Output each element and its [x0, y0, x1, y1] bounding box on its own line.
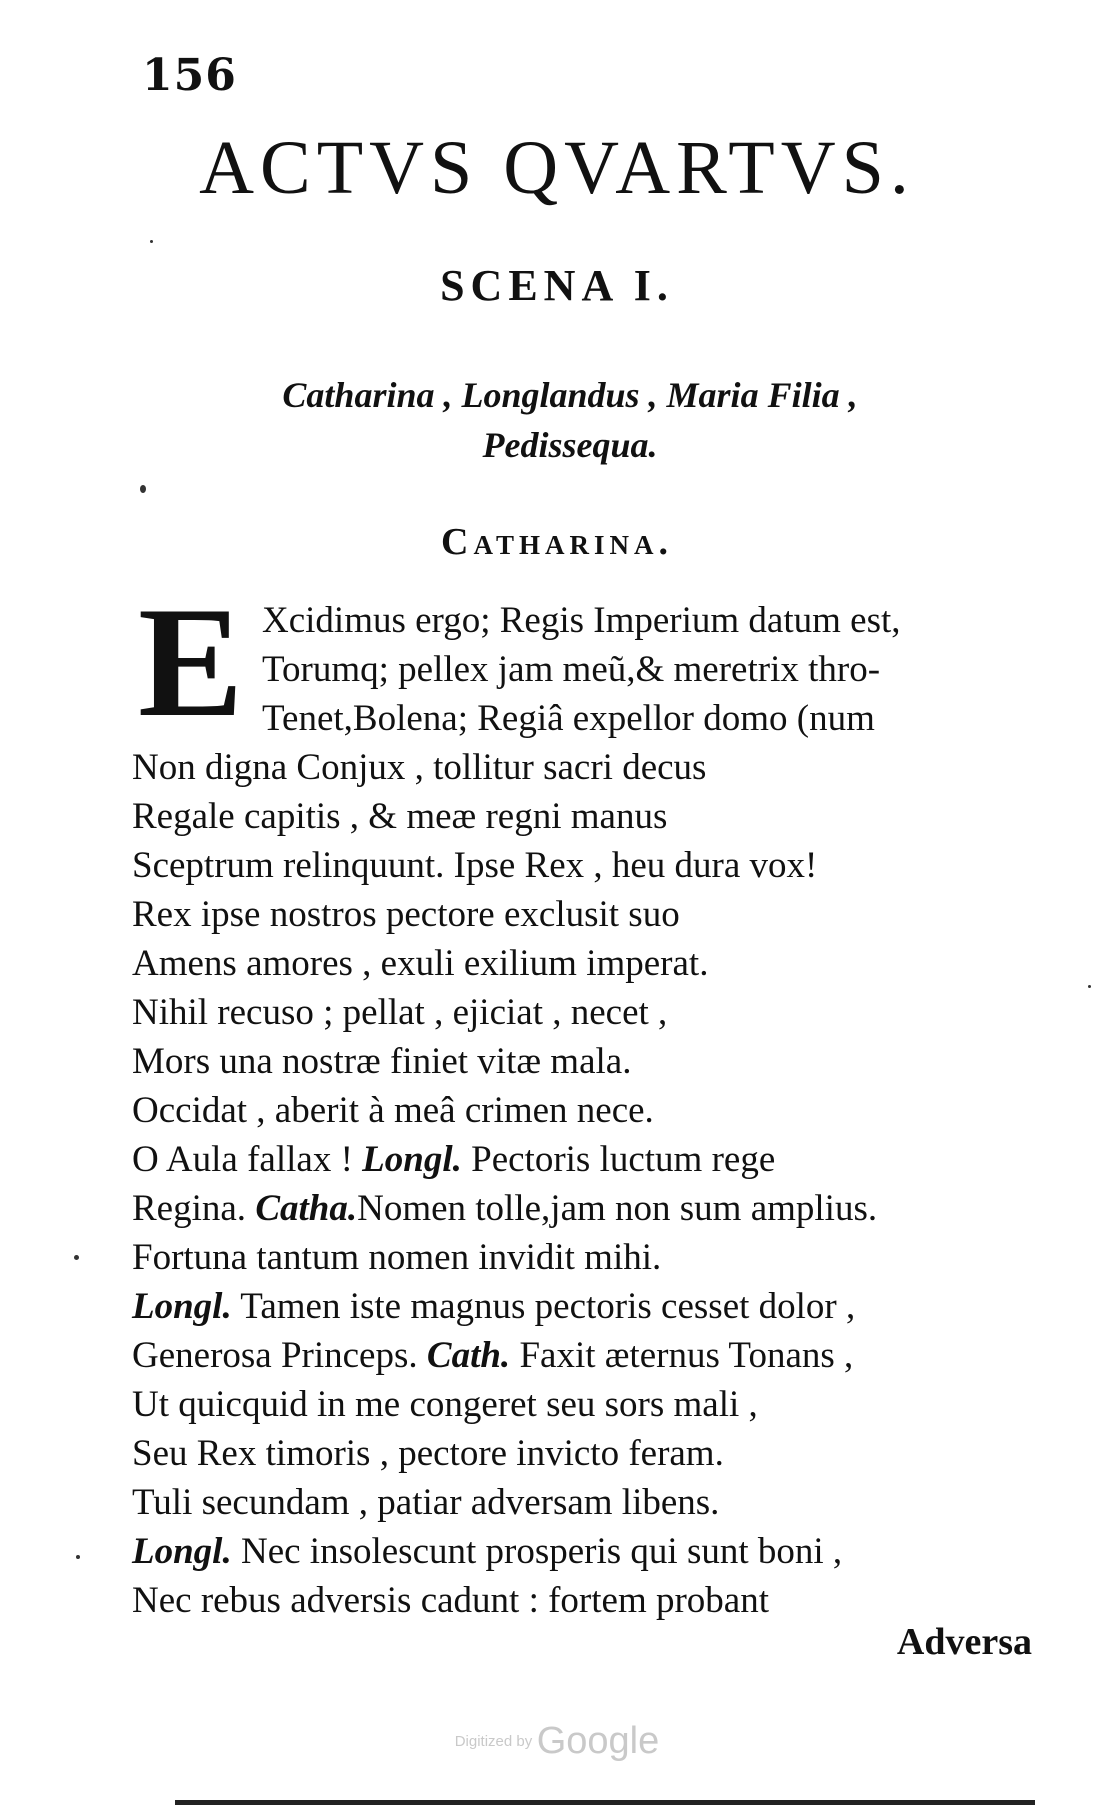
verse-text: Seu Rex timoris , pectore invicto feram.: [132, 1433, 724, 1474]
verse-text: Nihil recuso ; pellat , ejiciat , necet ,: [132, 992, 668, 1033]
verse-line: [132, 1429, 724, 1478]
page-number: 156: [142, 50, 237, 101]
bottom-rule: [175, 1800, 1035, 1805]
speaker-abbrev: Longl.: [132, 1286, 232, 1327]
verse-line: [132, 1086, 654, 1135]
verse-line: [262, 694, 875, 743]
scan-speck: [140, 485, 146, 493]
digitization-watermark: [0, 1720, 1114, 1763]
speaker-abbrev: Longl.: [362, 1139, 462, 1180]
verse-line: [132, 1184, 877, 1233]
verse-line: [132, 1576, 769, 1625]
verse-text: Pectoris luctum rege: [461, 1139, 776, 1180]
personae-line-2: Pedissequa.: [482, 425, 658, 465]
scan-speck: [150, 240, 153, 243]
verse-line: [132, 1233, 661, 1282]
verse-line: [262, 645, 880, 694]
verse-text: Tuli secundam , patiar adversam libens.: [132, 1482, 720, 1523]
verse-line: [262, 596, 901, 645]
personae-line-1: Catharina , Longlandus , Maria Filia ,: [282, 375, 858, 415]
verse-text: Non digna Conjux , tollitur sacri decus: [132, 747, 707, 788]
scan-speck: [1088, 985, 1091, 988]
verse-text: Torumq; pellex jam meũ,& meretrix thro-: [262, 649, 881, 690]
watermark-prefix: Digitized by: [454, 1733, 533, 1750]
verse-text: Mors una nostræ finiet vitæ mala.: [132, 1041, 632, 1082]
verse-text: Faxit æternus Tonans ,: [510, 1335, 854, 1376]
dramatis-personae: [200, 370, 940, 470]
verse-text: Nomen tolle,jam non sum amplius.: [357, 1188, 878, 1229]
verse-line: [132, 890, 680, 939]
verse-line: [132, 939, 708, 988]
scene-heading: SCENA I.: [440, 261, 674, 310]
verse-text: Rex ipse nostros pectore exclusit suo: [132, 894, 680, 935]
scan-speck: [76, 1555, 80, 1559]
verse-line: [132, 1331, 853, 1380]
verse-text: Tamen iste magnus pectoris cesset dolor ,: [231, 1286, 856, 1327]
verse-line: [132, 841, 817, 890]
verse-text: Ut quicquid in me congeret seu sors mali ,: [132, 1384, 758, 1425]
verse-text-before: Generosa Princeps.: [132, 1335, 427, 1376]
verse-line: [132, 1380, 758, 1429]
verse-text: Nec insolescunt prosperis qui sunt boni ,: [231, 1531, 843, 1572]
catchword: Adversa: [896, 1621, 1032, 1663]
speaker-heading: Catharina.: [441, 521, 673, 563]
verse-line: [132, 743, 706, 792]
verse-text: Regale capitis , & meæ regni manus: [132, 796, 668, 837]
verse-text: Sceptrum relinquunt. Ipse Rex , heu dura vox!: [132, 845, 818, 886]
verse-line: [132, 1478, 719, 1527]
verse-text: Fortuna tantum nomen invidit mihi.: [132, 1237, 662, 1278]
scan-speck: [74, 1255, 79, 1260]
verse-text: Nec rebus adversis cadunt : fortem probant: [132, 1580, 770, 1621]
verse-line: [132, 1282, 855, 1331]
drop-capital: E: [138, 575, 244, 750]
speaker-abbrev: Longl.: [132, 1531, 232, 1572]
verse-text-before: O Aula fallax !: [132, 1139, 363, 1180]
verse-line: [132, 792, 667, 841]
verse-text: Xcidimus ergo; Regis Imperium datum est,: [262, 600, 901, 641]
verse-line: [132, 1037, 631, 1086]
verse-text: Tenet,Bolena; Regiâ expellor domo (num: [262, 698, 875, 739]
verse-line: [132, 1135, 775, 1184]
verse-line: [132, 1527, 842, 1576]
verse-text: Occidat , aberit à meâ crimen nece.: [132, 1090, 654, 1131]
verse-text: Amens amores , exuli exilium imperat.: [132, 943, 709, 984]
verse-text-before: Regina.: [132, 1188, 256, 1229]
watermark-logo: Google: [536, 1720, 660, 1762]
act-heading: ACTVS QVARTVS.: [199, 126, 915, 210]
speaker-abbrev: Cath.: [426, 1335, 511, 1376]
verse-line: [132, 988, 667, 1037]
speaker-abbrev: Catha.: [255, 1188, 358, 1229]
